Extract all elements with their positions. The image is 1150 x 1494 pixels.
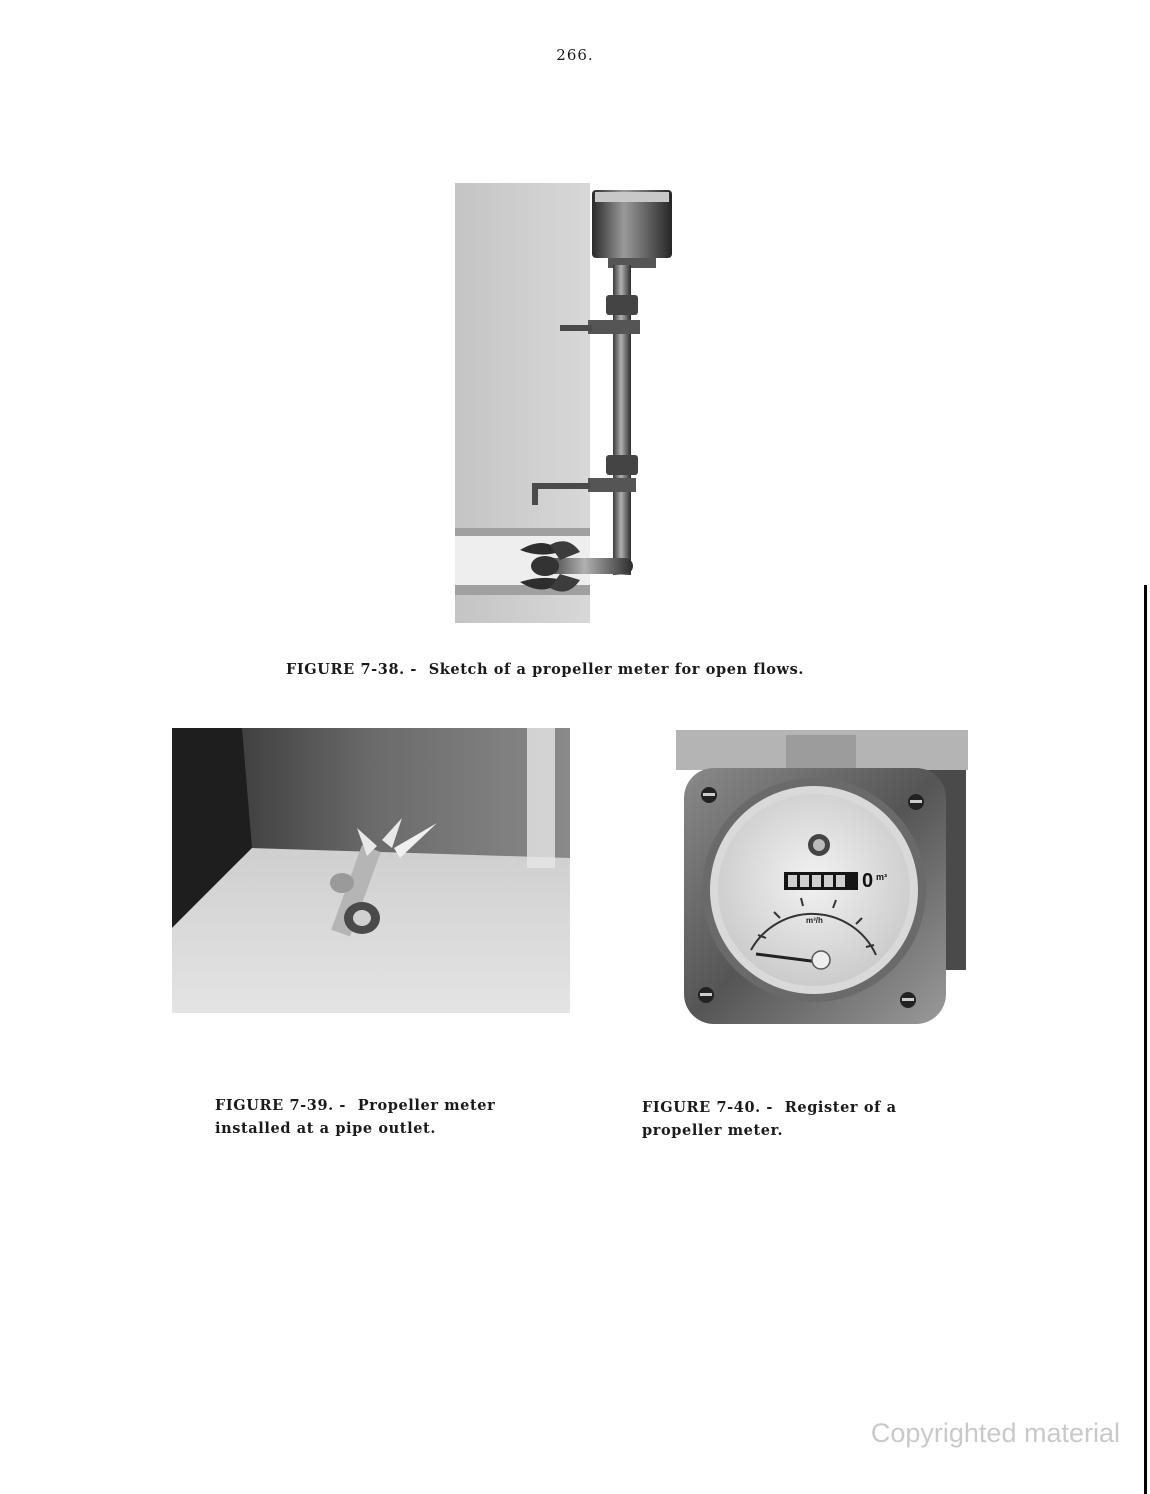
figure-7-39-photo	[172, 728, 570, 1013]
figure-7-38-illustration	[450, 180, 680, 625]
figure-7-40-caption	[642, 1096, 942, 1142]
figure-7-39-text: Propeller meter installed at a pipe outlet.	[215, 1097, 496, 1137]
page-edge-line	[1144, 585, 1147, 1494]
figure-7-39-caption	[215, 1094, 560, 1140]
figure-7-38-text: Sketch of a propeller meter for open flows.	[428, 661, 805, 678]
dial-unit: m³/h	[806, 916, 823, 925]
page-number: 266.	[556, 46, 594, 64]
figure-7-40-photo	[676, 730, 968, 1030]
figure-7-40-text: Register of a propeller meter.	[642, 1099, 897, 1139]
figure-7-39-label: FIGURE 7-39. -	[215, 1097, 347, 1114]
counter-unit: m³	[876, 872, 887, 882]
figure-7-38-caption	[286, 658, 906, 681]
copyright-watermark: Copyrighted material	[870, 1418, 1120, 1448]
figure-7-38-label: FIGURE 7-38. -	[286, 661, 418, 678]
figure-7-40-label: FIGURE 7-40. -	[642, 1099, 774, 1116]
counter-last-digit: 0	[862, 870, 874, 892]
